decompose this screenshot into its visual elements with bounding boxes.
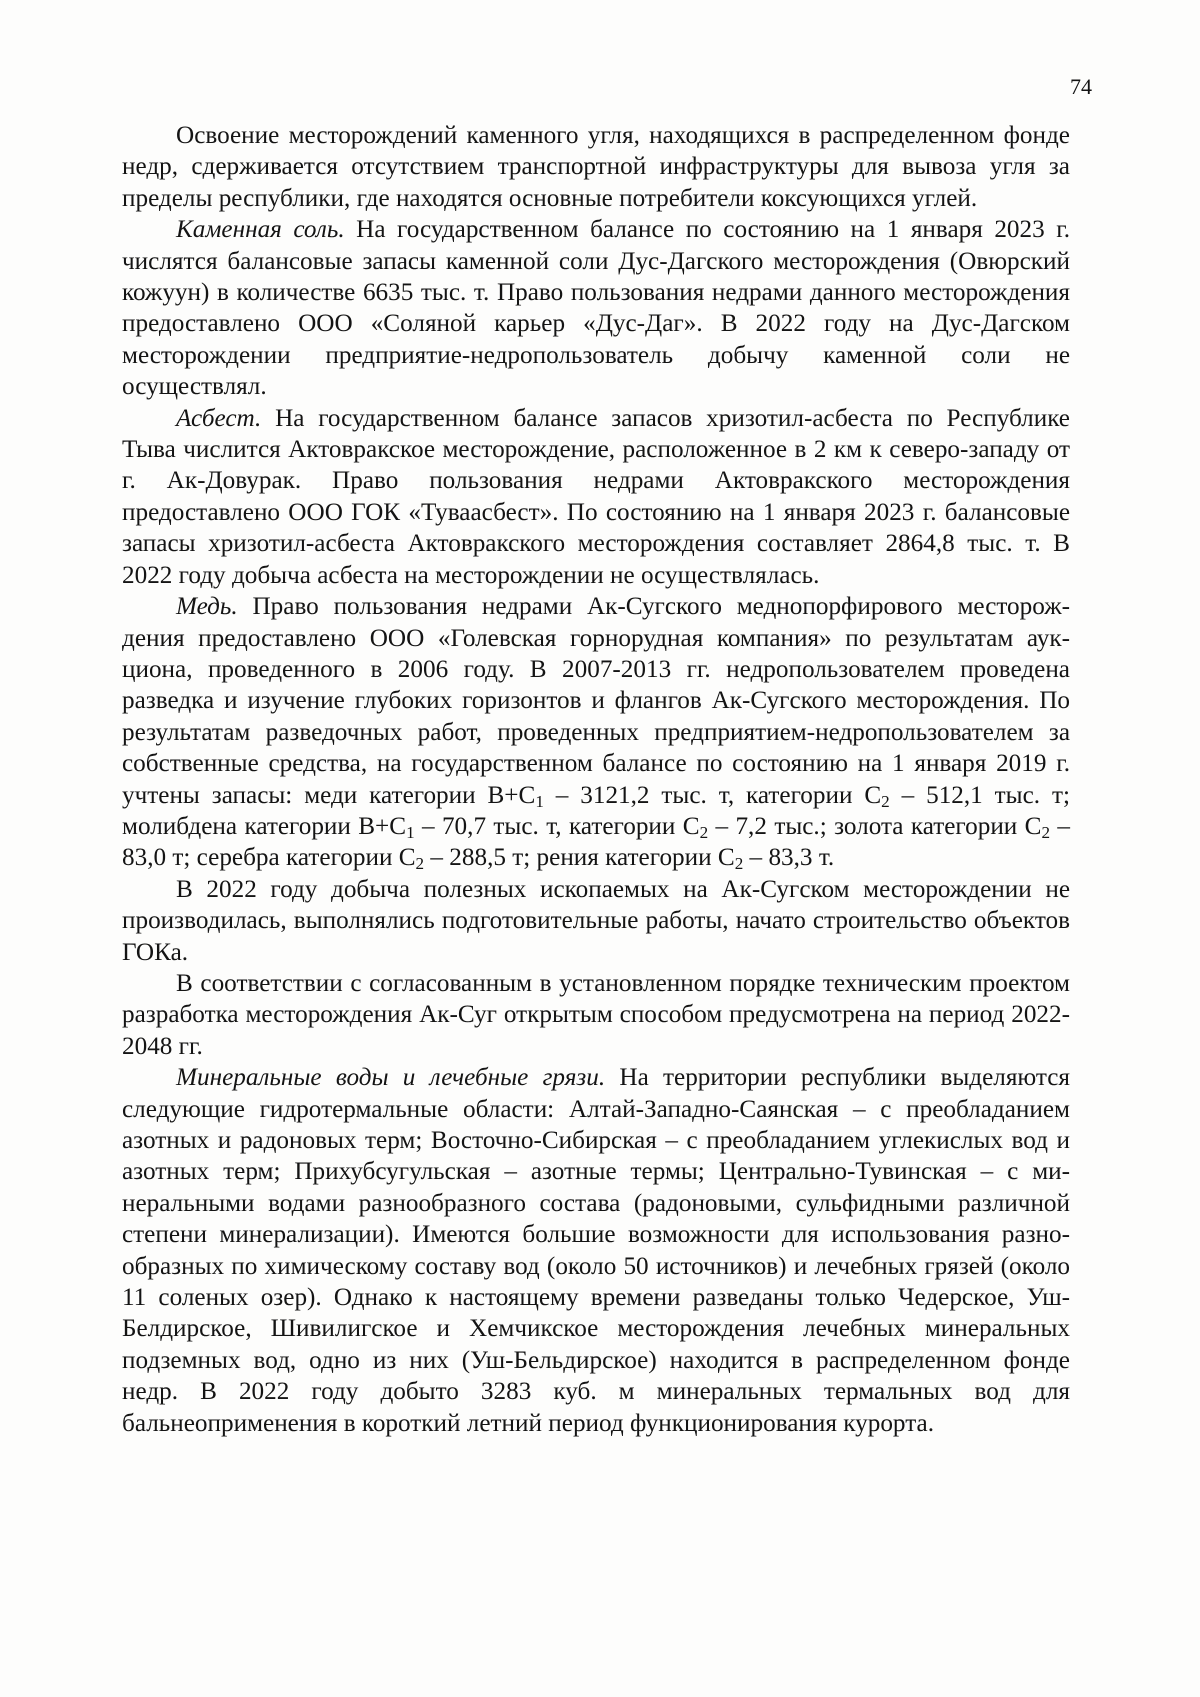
subscript-index: 2 [734, 854, 744, 874]
paragraph-text: На государственном балансе по состоянию на 1 января 2023 г. числятся балансовые запасы каменной соли Дус-Дагского месторождения (Овюрский кожуун) в количестве 6635 тыс. т. Право пользования недрами данного месторождения предоставлено ООО «Соляной карьер «Дус-Даг». В 2022 году на Дус-Дагском месторождении предприятие-недропользователь добычу каменной соли не осуществлял. [122, 216, 1070, 401]
section-term: Каменная соль. [176, 216, 345, 244]
paragraph-text: – 70,7 тыс. т, категории С [414, 812, 700, 840]
subscript-index: 1 [406, 822, 415, 842]
paragraph-ak-sug-project [122, 968, 1070, 1062]
paragraph-text: Право пользования недрами Ак-Сугского меднопорфирового месторождения предоставлено ООО «Голевская горнорудная компания» по результатам аукциона, проведенного в 2006 году. В 2007-2013 гг. недропользователем проведена разведка и изучение глубоких горизонтов и флангов Ак-Сугского месторождения. По результатам разведочных работ, проведенных предприятием-недропользователем за собственные средства, на государственном балансе по состоянию на 1 января 2019 г. учтены запасы: меди категории В+С [122, 593, 1070, 809]
page-number: 74 [1070, 74, 1092, 99]
subscript-index: 2 [699, 822, 709, 842]
paragraph-mineral-waters [122, 1062, 1070, 1439]
paragraph-text: – 83,3 т. [743, 844, 835, 872]
paragraph-text: На государственном балансе запасов хризотил-асбеста по Республике Тыва числится Актовракское месторождение, расположенное в 2 км к северо-западу от г. Ак-Довурак. Право пользования недрами Актовракского месторождения предоставлено ООО ГОК «Туваасбест». По состоянию на 1 января 2023 г. балансовые запасы хризотил-асбеста Актовракского месторождения составляет 2864,8 тыс. т. В 2022 году добыча асбеста на месторождении не осуществлялась. [122, 404, 1070, 589]
paragraph-text: – 7,2 тыс.; золота категории С [708, 812, 1042, 840]
section-term: Минеральные воды и лечебные грязи. [176, 1064, 606, 1092]
paragraph-text: – 288,5 т; рения категории С [424, 844, 735, 872]
document-body [122, 120, 1070, 1439]
paragraph-text: На территории республики выделяются следующие гидротермальные области: Алтай-Западно-Саянская – с преобладанием азотных и радоновых терм; Восточно-Сибирская – с преобладанием углекислых вод и азотных терм; Прихубсугульская – азотные термы; Центрально-Тувинская – с минеральными водами разнообразного состава (радоновыми, сульфидными различной степени минерализации). Имеются большие возможности для использования разнообразных по химическому составу вод (около 50 источников) и лечебных грязей (около 11 соленых озер). Однако к настоящему времени разведаны только Чедерское, Уш-Белдирское, Шивилигское и Хемчикское месторождения лечебных минеральных подземных вод, одно из них (Уш-Бельдирское) находится в распределенном фонде недр. В 2022 году добыто 3283 куб. м минеральных термальных вод для бальнеоприменения в короткий летний период функционирования курорта. [122, 1064, 1070, 1437]
paragraph-text: – 83,0 т; серебра категории С [122, 812, 1070, 872]
subscript-index: 2 [415, 854, 425, 874]
paragraph-rock-salt [122, 214, 1070, 402]
paragraph-coal [122, 120, 1070, 214]
section-term: Асбест. [176, 404, 262, 432]
paragraph-text: – 512,1 тыс. т; молибдена категории В+С [122, 781, 1070, 840]
paragraph-text: В 2022 году добыча полезных ископаемых на Ак-Сугском месторождении не производилась, выполнялись подготовительные работы, начато строительство объектов ГОКа. [122, 875, 1070, 966]
paragraph-text: Освоение месторождений каменного угля, находящихся в распределенном фонде недр, сдерживается отсутствием транспортной инфраструктуры для вывоза угля за пределы республики, где находятся основные потребители коксующихся углей. [122, 122, 1070, 212]
paragraph-copper [122, 591, 1070, 874]
paragraph-ak-sug-2022 [122, 874, 1070, 968]
subscript-index: 2 [881, 791, 890, 811]
paragraph-asbestos [122, 403, 1070, 591]
paragraph-text: – 3121,2 тыс. т, категории С [543, 781, 882, 809]
subscript-index: 1 [535, 791, 544, 811]
section-term: Медь. [176, 593, 238, 621]
paragraph-text: В соответствии с согласованным в установленном порядке техническим проектом разработка месторождения Ак-Суг открытым способом предусмотрена на период 2022-2048 гг. [122, 969, 1070, 1060]
subscript-index: 2 [1041, 822, 1051, 842]
